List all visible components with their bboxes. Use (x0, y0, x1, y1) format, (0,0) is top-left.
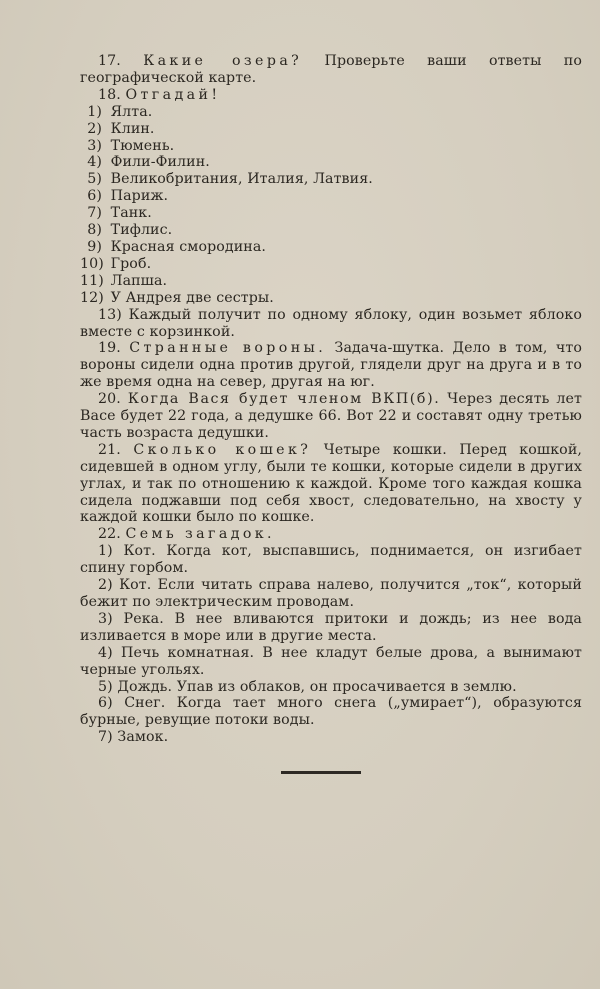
list-item (80, 679, 582, 696)
item-text: Красная смородина. (110, 238, 267, 255)
item-number: 6) (98, 695, 113, 712)
list-item (80, 171, 582, 188)
item-text: Гроб. (110, 255, 152, 272)
item-text: Великобритания, Италия, Латвия. (110, 171, 373, 188)
answer-number: 20. (98, 391, 121, 408)
item-text: Кот. Когда кот, выспавшись, поднимается, он изгибает спину горбом. (80, 543, 582, 577)
answer-heading: Странные вороны. (129, 340, 327, 357)
item-number: 11) (80, 272, 104, 289)
item-text: Фили-Филин. (110, 154, 210, 171)
answer-number: 19. (98, 340, 121, 357)
item-number: 9) (87, 238, 102, 255)
answer-heading: Отгадай! (125, 86, 221, 103)
list-item (80, 154, 582, 171)
list-item (80, 188, 582, 205)
item-text: Печь комнатная. В нее кладут белые дрова, а вынимают черные угольях. (80, 644, 582, 678)
answer-heading: Какие озера? (143, 53, 303, 69)
item-text: Танк. (110, 205, 152, 222)
item-number: 13) (98, 306, 122, 323)
list-item (80, 222, 582, 239)
answer-text: Через десять лет Васе будет 22 года, а дедушке 66. Вот 22 и составят одну третью часть возраста дедушки. (80, 391, 582, 441)
item-number: 5) (98, 678, 113, 695)
item-text: Тифлис. (110, 222, 173, 239)
item-text: Каждый получит по одному яблоку, один возьмет яблоко вместе с корзинкой. (80, 306, 582, 340)
list-item (80, 290, 582, 307)
item-number: 3) (98, 610, 113, 627)
item-text: Лапша. (110, 272, 168, 289)
item-number: 5) (87, 171, 102, 188)
answer-heading: Семь загадок. (125, 526, 275, 543)
answer-19 (80, 340, 582, 391)
list-item (80, 611, 582, 645)
item-number: 1) (98, 543, 113, 560)
list-item (80, 729, 582, 746)
answer-heading: Когда Вася будет членом ВКП(б). (127, 391, 441, 408)
item-number: 10) (80, 255, 104, 272)
list-item (80, 104, 582, 121)
list-item (80, 121, 582, 138)
answer-heading: Сколько кошек? (133, 441, 312, 458)
item-text: Кот. Если читать справа налево, получится „ток“, который бежит по электрическим проводам. (80, 577, 582, 610)
list-item (80, 138, 582, 155)
end-rule-divider (281, 771, 361, 774)
item-text: Ялта. (110, 103, 153, 120)
answer-number: 22. (98, 526, 121, 543)
item-text: Река. В нее вливаются притоки и дождь; из нее вода изливается в море или в другие места. (80, 610, 582, 644)
item-number: 7) (87, 205, 102, 222)
answers-text (80, 53, 582, 746)
answer-text: Четыре кошки. Перед кошкой, сидевшей в одном углу, были те кошки, которые сидели в других углах, и так по отношению к каждой. Кроме того каждая кошка сидела поджавши под себя хвост, следовательно, на хвосту у каждой кошки было по кошке. (80, 441, 582, 526)
list-item (80, 205, 582, 222)
answer-22-heading (80, 526, 582, 543)
item-text: У Андрея две сестры. (110, 289, 274, 306)
answer-21 (80, 442, 582, 527)
list-item (80, 645, 582, 679)
item-text: Замок. (117, 729, 169, 746)
list-item (80, 543, 582, 577)
item-number: 7) (98, 729, 113, 746)
list-item (80, 256, 582, 273)
answer-text: Задача-шутка. Дело в том, что вороны сидели одна против другой, глядели друг на друга и в то же время одна на север, другая на юг. (80, 340, 582, 391)
item-number: 6) (87, 188, 102, 205)
list-item (80, 239, 582, 256)
item-number: 4) (98, 644, 113, 661)
list-item (80, 273, 582, 290)
list-item (80, 577, 582, 611)
item-text: Тюмень. (110, 137, 175, 154)
item-number: 3) (87, 137, 102, 154)
answer-17 (80, 53, 582, 87)
answer-18-heading (80, 87, 582, 104)
item-number: 2) (98, 577, 113, 594)
item-text: Клин. (110, 120, 155, 137)
answer-22-list (80, 543, 582, 746)
item-number: 4) (87, 154, 102, 171)
answer-18-list (80, 104, 582, 307)
item-number: 1) (87, 103, 102, 120)
answer-text: Проверьте ваши ответы по географической карте. (80, 53, 582, 86)
item-text: Дождь. Упав из облаков, он просачивается в землю. (117, 678, 517, 695)
item-text: Снег. Когда тает много снега („умирает“), образуются бурные, ревущие потоки воды. (80, 695, 582, 729)
answer-number: 17. (98, 53, 121, 69)
item-text: Париж. (110, 188, 169, 205)
answer-number: 21. (98, 441, 121, 458)
answer-number: 18. (98, 86, 121, 103)
item-number: 12) (80, 289, 104, 306)
item-number: 2) (87, 120, 102, 137)
item-number: 8) (87, 222, 102, 239)
answer-18-item-13 (80, 307, 582, 341)
list-item (80, 695, 582, 729)
answer-20 (80, 391, 582, 442)
